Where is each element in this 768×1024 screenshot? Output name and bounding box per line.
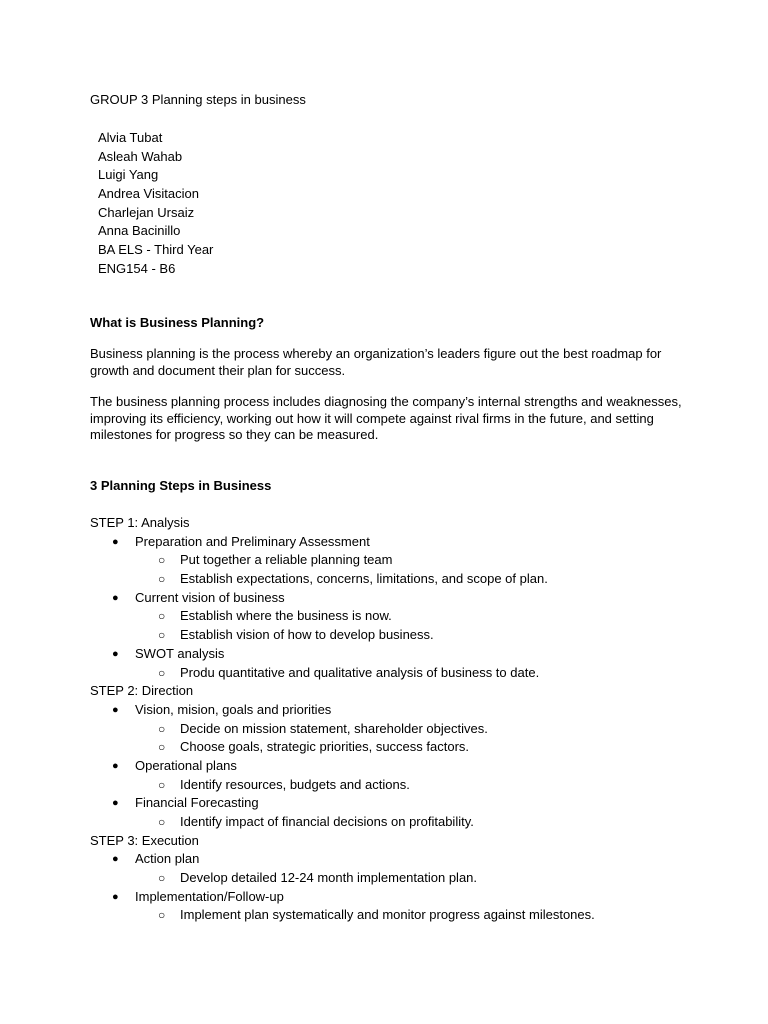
bullet-circle-icon: ○: [158, 777, 166, 792]
sub-list-item-label: Decide on mission statement, shareholder objectives.: [180, 720, 488, 736]
sub-list-item: [90, 607, 730, 626]
bullet-circle-icon: ○: [158, 721, 166, 736]
planning-steps-list: [90, 514, 730, 925]
list-item: [90, 533, 730, 552]
sub-list-item-label: Establish vision of how to develop business.: [180, 627, 434, 643]
sub-list-item-label: Establish expectations, concerns, limitations, and scope of plan.: [180, 571, 548, 587]
bullet-circle-icon: ○: [158, 908, 166, 923]
sub-list-item-label: Identify impact of financial decisions on profitability.: [180, 814, 474, 829]
paragraph-definition: Business planning is the process whereby an organization’s leaders figure out the best roadmap for growth and document their plan for success.: [90, 346, 662, 378]
document-title: GROUP 3 Planning steps in business: [90, 92, 306, 107]
section-heading-planning-steps: 3 Planning Steps in Business: [90, 478, 272, 493]
bullet-dot-icon: ●: [112, 759, 119, 772]
sub-list-item: [90, 869, 730, 888]
list-item-label: Operational plans: [135, 757, 237, 773]
sub-list-item: [90, 626, 730, 645]
bullet-circle-icon: ○: [158, 628, 166, 643]
bullet-circle-icon: ○: [158, 553, 166, 568]
sub-list-item: [90, 906, 730, 925]
bullet-dot-icon: ●: [112, 591, 119, 604]
bullet-circle-icon: ○: [158, 815, 166, 829]
member-line: Alvia Tubat: [98, 130, 163, 145]
sub-list-item-label: Implement plan systematically and monitor progress against milestones.: [180, 907, 595, 923]
member-line: Charlejan Ursaiz: [98, 204, 195, 220]
paragraph-process: The business planning process includes diagnosing the company’s internal strengths and weaknesses, improving its efficiency, working out how it will compete against rival firms in the future, and setting milestones for progress so they can be measured.: [90, 394, 682, 442]
list-item-label: Financial Forecasting: [135, 795, 259, 811]
bullet-dot-icon: ●: [112, 853, 119, 866]
section-code-line: ENG154 - B6: [98, 260, 176, 276]
sub-list-item: [90, 738, 730, 757]
list-item-label: Preparation and Preliminary Assessment: [135, 533, 370, 549]
member-line: Andrea Visitacion: [98, 186, 199, 202]
member-line: Anna Bacinillo: [98, 223, 181, 239]
sub-list-item-label: Develop detailed 12-24 month implementation plan.: [180, 870, 478, 886]
bullet-dot-icon: ●: [112, 703, 119, 716]
bullet-circle-icon: ○: [158, 609, 166, 624]
list-item: [90, 757, 730, 776]
sub-list-item-label: Identify resources, budgets and actions.: [180, 776, 410, 792]
step-label: STEP 3: Execution: [90, 832, 199, 848]
step-label: STEP 2: Direction: [90, 683, 194, 699]
group-members-list: [98, 129, 213, 279]
step-label: STEP 1: Analysis: [90, 515, 190, 530]
list-item: [90, 701, 730, 720]
bullet-circle-icon: ○: [158, 665, 166, 680]
course-line: BA ELS - Third Year: [98, 242, 214, 258]
list-item: [90, 888, 730, 907]
sub-list-item: [90, 664, 730, 683]
list-item: [90, 794, 730, 813]
bullet-dot-icon: ●: [112, 797, 119, 810]
bullet-circle-icon: ○: [158, 871, 166, 886]
sub-list-item-label: Choose goals, strategic priorities, success factors.: [180, 739, 470, 755]
section-heading-business-planning: What is Business Planning?: [90, 315, 265, 330]
sub-list-item: [90, 720, 730, 739]
bullet-circle-icon: ○: [158, 572, 166, 587]
list-item-label: Action plan: [135, 851, 200, 867]
bullet-dot-icon: ●: [112, 647, 119, 660]
sub-list-item: [90, 570, 730, 589]
bullet-dot-icon: ●: [112, 535, 119, 548]
list-item: [90, 850, 730, 869]
list-item-label: Implementation/Follow-up: [135, 888, 284, 904]
sub-list-item-label: Produ quantitative and qualitative analysis of business to date.: [180, 664, 540, 680]
list-item-label: Vision, mision, goals and priorities: [135, 701, 332, 717]
sub-list-item-label: Establish where the business is now.: [180, 608, 392, 624]
bullet-circle-icon: ○: [158, 740, 166, 755]
sub-list-item: [90, 551, 730, 570]
sub-list-item: [90, 776, 730, 795]
bullet-dot-icon: ●: [112, 890, 119, 903]
list-item: [90, 589, 730, 608]
sub-list-item: [90, 813, 730, 832]
member-line: Luigi Yang: [98, 167, 159, 183]
sub-list-item-label: Put together a reliable planning team: [180, 552, 393, 568]
list-item: [90, 645, 730, 664]
list-item-label: SWOT analysis: [135, 645, 225, 661]
list-item-label: Current vision of business: [135, 589, 285, 605]
member-line: Asleah Wahab: [98, 148, 183, 164]
